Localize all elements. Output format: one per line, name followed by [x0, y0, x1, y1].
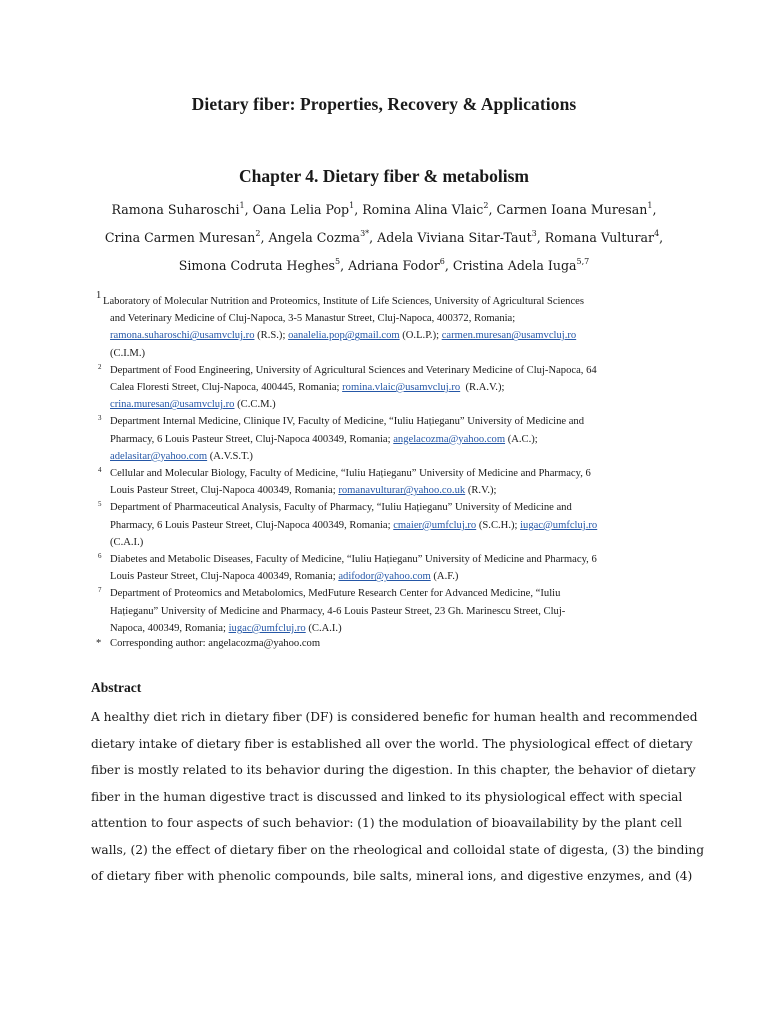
author-affiliation-mark: 5,7 — [576, 257, 590, 266]
affiliation-2 — [96, 362, 676, 414]
affiliation-text: Calea Floresti Street, Cluj-Napoca, 400445, Romania; — [110, 382, 343, 394]
author: Romina Alina Vlaic — [362, 202, 484, 217]
affiliation-text: Department Internal Medicine, Clinique IV, Faculty of Medicine, “Iuliu Hațieganu” University of Medicine and — [110, 416, 585, 428]
footnote-star: * — [96, 638, 102, 649]
affiliation-text: Diabetes and Metabolic Diseases, Faculty of Medicine, “Iuliu Hațieganu” University of Medicine and Pharmacy, 6 — [110, 554, 597, 566]
email-link[interactable]: adelasitar@yahoo.com — [110, 450, 208, 462]
affiliation-5 — [96, 499, 676, 551]
affiliation-text: Department of Food Engineering, University of Agricultural Sciences and Veterinary Medicine of Cluj-Napoca, 64 — [110, 364, 597, 376]
abstract-line: fiber in the human digestive tract is discussed and linked to its physiological effect with special — [91, 789, 683, 804]
affiliation-text: Louis Pasteur Street, Cluj-Napoca 400349, Romania; — [110, 571, 339, 583]
author: Cristina Adela Iuga — [452, 258, 577, 273]
affiliation-text: Napoca, 400349, Romania; — [110, 622, 229, 634]
abstract-heading: Abstract — [91, 680, 142, 695]
affiliations — [96, 290, 676, 637]
initials: (R.V.); — [465, 485, 497, 497]
initials: (C.A.I.) — [305, 622, 342, 634]
affiliation-text: and Veterinary Medicine of Cluj-Napoca, 3-5 Manastur Street, Cluj-Napoca, 400372, Romania; — [110, 313, 516, 325]
author: Crina Carmen Muresan — [104, 230, 256, 245]
initials: (C.C.M.) — [234, 399, 276, 411]
affiliation-6 — [96, 551, 676, 585]
abstract-line: dietary intake of dietary fiber is established all over the world. The physiological effect of dietary — [91, 736, 693, 751]
initials: (A.C.); — [505, 433, 538, 445]
affiliation-1 — [96, 290, 676, 362]
initials: (C.A.I.) — [110, 536, 144, 548]
abstract-line: attention to four aspects of such behavior: (1) the modulation of bioavailability by the plant cell — [91, 816, 683, 830]
affiliation-text: Department of Pharmaceutical Analysis, Faculty of Pharmacy, “Iuliu Hațieganu” University of Medicine and — [110, 502, 572, 514]
author-affiliation-mark: 6 — [439, 257, 445, 266]
email-link[interactable]: cmaier@umfcluj.ro — [393, 519, 477, 531]
affiliation-number: 5 — [98, 500, 102, 509]
author: Ramona Suharoschi — [111, 202, 240, 217]
email-link[interactable]: oanalelia.pop@gmail.com — [288, 330, 400, 342]
initials: (O.L.P.); — [399, 330, 442, 342]
affiliation-text: Cellular and Molecular Biology, Faculty of Medicine, “Iuliu Hațieganu” University of Medicine and Pharmacy, 6 — [110, 468, 591, 480]
corresponding-author-note — [96, 638, 320, 649]
affiliation-text: Pharmacy, 6 Louis Pasteur Street, Cluj-Napoca 400349, Romania; — [110, 433, 394, 445]
author: Adela Viviana Sitar-Taut — [377, 230, 532, 245]
author: Romana Vulturar — [544, 230, 655, 245]
corresponding-author-text: Corresponding author: angelacozma@yahoo.com — [110, 638, 321, 649]
initials: (S.C.H.); — [476, 519, 521, 531]
abstract-line: of dietary fiber with phenolic compounds, bile salts, mineral ions, and digestive enzymes, and (4) — [91, 869, 693, 883]
initials: (A.F.) — [430, 571, 459, 583]
initials: (R.S.); — [254, 330, 289, 342]
author-affiliation-mark: 3* — [360, 229, 370, 238]
email-link[interactable]: carmen.muresan@usamvcluj.ro — [441, 330, 577, 342]
initials: (A.V.S.T.) — [207, 450, 253, 462]
email-link[interactable]: iugac@umfcluj.ro — [228, 622, 306, 634]
email-link[interactable]: adifodor@yahoo.com — [338, 571, 431, 583]
abstract-line: fiber is mostly related to its behavior during the digestion. In this chapter, the behavior of dietary — [91, 763, 696, 777]
chapter-title: Chapter 4. Dietary fiber & metabolism — [239, 166, 529, 186]
author-affiliation-mark: 1 — [239, 201, 245, 210]
author-affiliation-mark: 1 — [349, 201, 355, 210]
affiliation-4 — [96, 465, 676, 499]
affiliation-text: Pharmacy, 6 Louis Pasteur Street, Cluj-Napoca 400349, Romania; — [110, 519, 394, 531]
abstract-body — [91, 704, 704, 890]
author-affiliation-mark: 1 — [647, 201, 653, 210]
affiliation-number: 3 — [98, 414, 102, 423]
author-affiliation-mark: 5 — [335, 257, 341, 266]
author: Carmen Ioana Muresan — [496, 202, 648, 217]
author-affiliation-mark: 4 — [654, 229, 660, 238]
email-link[interactable]: romina.vlaic@usamvcluj.ro — [342, 382, 461, 394]
abstract-line: walls, (2) the effect of dietary fiber on the rheological and colloidal state of digesta, (3) the binding — [91, 842, 704, 857]
author-affiliation-mark: 2 — [255, 229, 261, 238]
affiliation-text: Department of Proteomics and Metabolomics, MedFuture Research Center for Advanced Medicine, “Iuliu — [110, 588, 561, 600]
author: Angela Cozma — [268, 230, 361, 245]
affiliation-text: Laboratory of Molecular Nutrition and Proteomics, Institute of Life Sciences, University of Agricultural Sciences — [103, 296, 585, 307]
author-affiliation-mark: 2 — [483, 201, 489, 210]
author: Simona Codruta Heghes — [178, 258, 336, 273]
author: Adriana Fodor — [348, 258, 440, 273]
author-affiliation-mark: 3 — [531, 229, 537, 238]
affiliation-text: Louis Pasteur Street, Cluj-Napoca 400349, Romania; — [110, 485, 339, 497]
affiliation-number: 4 — [98, 466, 102, 475]
book-title: Dietary fiber: Properties, Recovery & Applications — [191, 94, 577, 114]
affiliation-number: 6 — [98, 552, 102, 561]
email-link[interactable]: angelacozma@yahoo.com — [393, 433, 506, 445]
author-list: Ramona Suharoschi$^1$, Oana Lelia Pop$^1$, Romina Alina Vlaic$^2$, Carmen Ioana Muresan$^1$, Crina Carmen Muresan$^2$, Angela Cozma$^{3*}$, Adela Viviana Sitar-Taut$^3$, Romana Vulturar$^4$, Simona Codruta Heghes$^5$, Adriana Fodor$^6$, Cristina Adela Iuga$^{5,7}$ — [104, 201, 664, 273]
initials: (R.A.V.); — [460, 382, 505, 394]
initials: (C.I.M.) — [110, 347, 146, 359]
affiliation-number: 1 — [96, 290, 102, 301]
abstract-line: A healthy diet rich in dietary fiber (DF) is considered benefic for human health and recommended — [91, 710, 698, 724]
email-link[interactable]: crina.muresan@usamvcluj.ro — [110, 399, 235, 411]
affiliation-text: Hațieganu” University of Medicine and Pharmacy, 4-6 Louis Pasteur Street, 23 Gh. Marinescu Street, Cluj- — [110, 605, 566, 617]
affiliation-number: 7 — [98, 586, 102, 595]
email-link[interactable]: ramona.suharoschi@usamvcluj.ro — [110, 330, 255, 342]
affiliation-number: 2 — [98, 362, 102, 371]
email-link[interactable]: iugac@umfcluj.ro — [520, 519, 598, 531]
affiliation-3 — [96, 413, 676, 465]
affiliation-7 — [96, 585, 676, 637]
author: Oana Lelia Pop — [252, 202, 350, 217]
email-link[interactable]: romanavulturar@yahoo.co.uk — [338, 485, 466, 497]
